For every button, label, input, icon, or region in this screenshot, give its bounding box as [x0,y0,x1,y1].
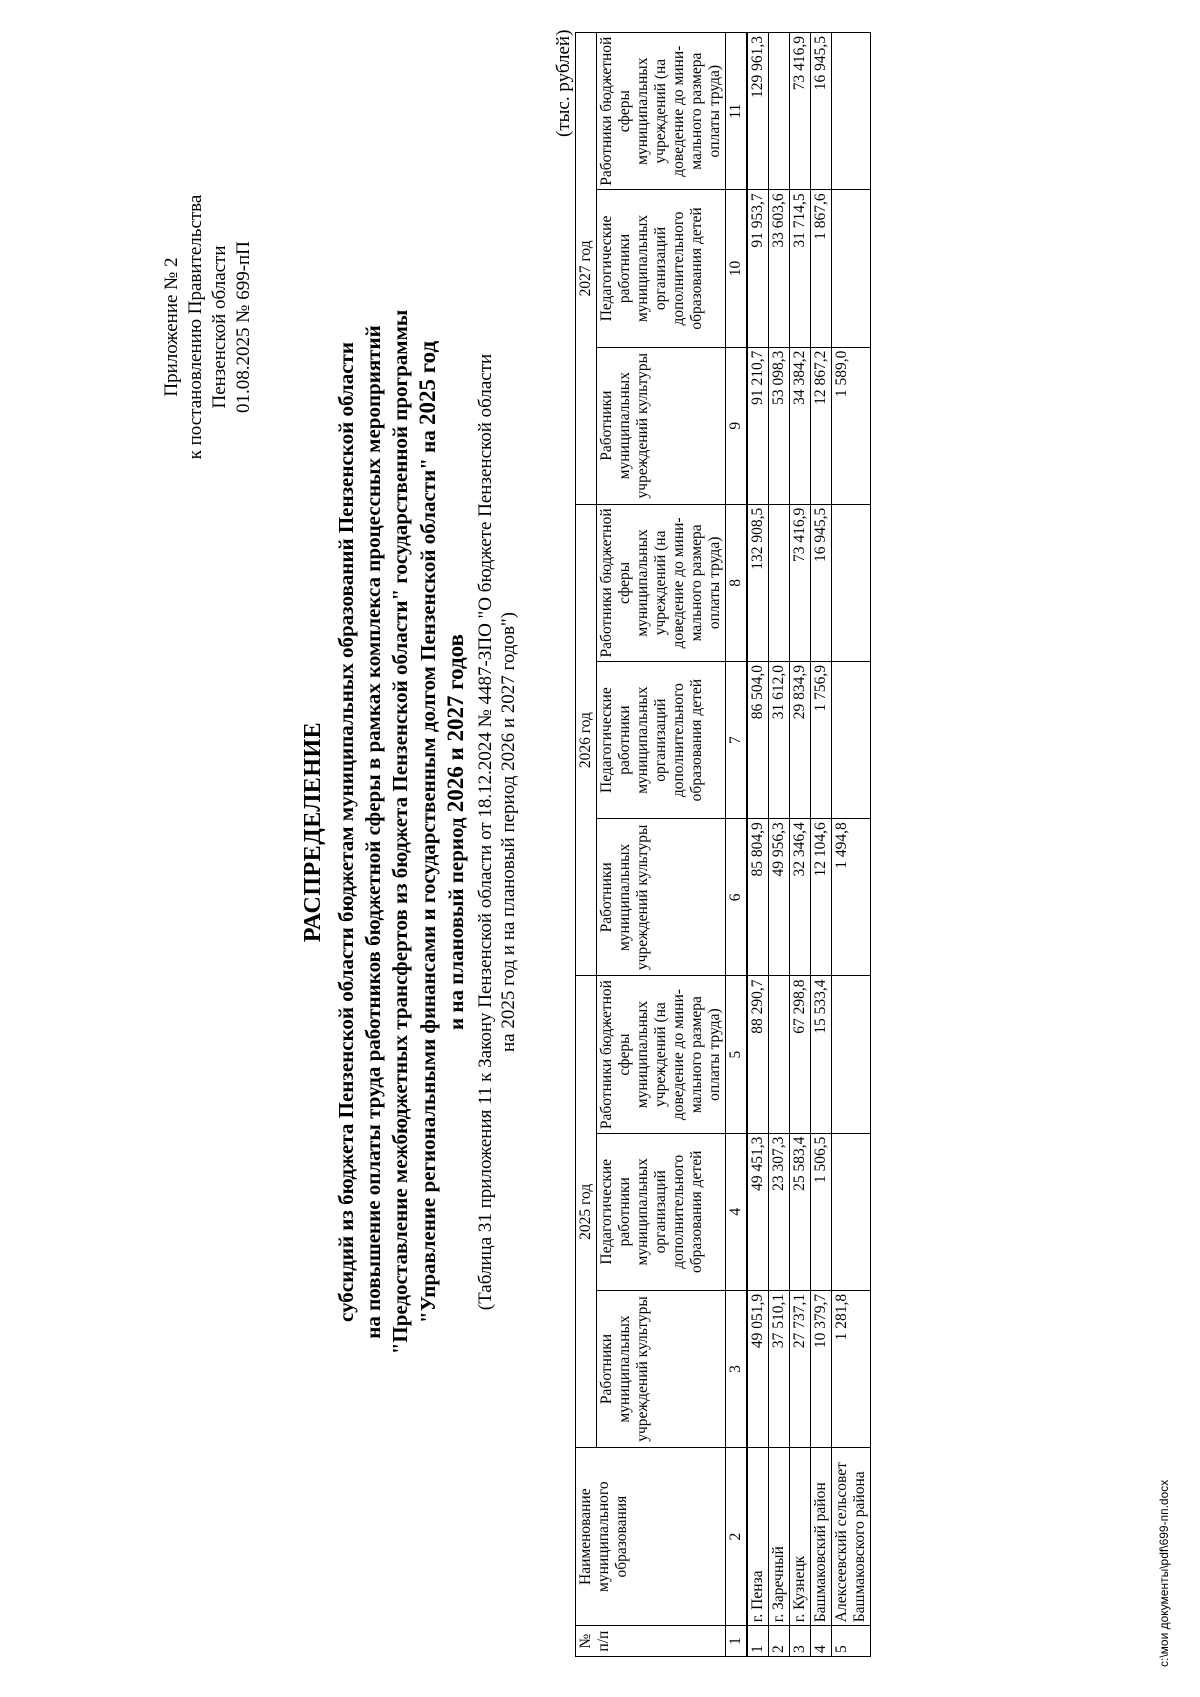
amount-cell: 27 737,1 [790,1290,811,1447]
amount-cell: 85 804,9 [747,819,769,976]
amount-cell: 49 956,3 [769,819,790,976]
subtitle-line-2: на повышение оплаты труда работников бюджетной сферы в рамках комплекса процессных мероприятий [361,325,385,1339]
row-number: 5 [832,1626,871,1657]
header-year-2026: 2026 год [576,504,597,976]
amount-cell: 132 908,5 [747,504,769,661]
header-municipality: Наименование муниципального образования [576,1448,726,1626]
amount-cell: 23 307,3 [769,1133,790,1290]
column-number: 7 [726,662,748,819]
law-reference-line-1: (Таблица 31 приложения 11 к Закону Пензенской области от 18.12.2024 № 4487-ЗПО "О бюджете Пензенской области [475,353,496,1311]
law-reference-line-2: на 2025 год и на плановый период 2026 и 2027 годов") [498,612,519,1053]
amount-cell: 31 612,0 [769,662,790,819]
amount-cell: 12 867,2 [811,347,832,504]
header-year-2027: 2027 год [576,33,597,505]
amount-cell: 1 756,9 [811,662,832,819]
subtitle-line-4a: "Управление региональными финансами и государственным долгом Пензенской области" на [416,430,440,1324]
header-budget-2026: Работники бюджетной сферы муниципальных учреждений (на доведение до мини- мального размера оплаты труда) [597,504,726,661]
amount-cell [832,662,871,819]
municipality-name: Алексеевский сельсовет Башмаковского района [832,1448,871,1626]
amount-cell: 91 953,7 [747,190,769,347]
table-row [747,33,769,1657]
subtitle-line-5a: и на плановый период [444,817,468,1030]
row-number: 1 [747,1626,769,1657]
appendix-line-2: к постановлению Правительства [185,194,206,460]
units-label: (тыс. рублей) [553,29,574,137]
table-row [790,33,811,1657]
amount-cell [769,504,790,661]
amount-cell: 88 290,7 [747,976,769,1133]
subtitle-line-1: субсидий из бюджета Пензенской области бюджетам муниципальных образований Пензенской области [334,342,358,1322]
column-number: 2 [726,1448,748,1626]
amount-cell: 10 379,7 [811,1290,832,1447]
title-block [300,167,520,1497]
amount-cell: 67 298,8 [790,976,811,1133]
amount-cell: 16 945,5 [811,33,832,190]
municipality-name: г. Пенза [747,1448,769,1626]
header-budget-2027: Работники бюджетной сферы муниципальных учреждений (на доведение до мини- мального размера оплаты труда) [597,33,726,190]
column-number: 5 [726,976,748,1133]
header-teachers-2026: Педагогические работники муниципальных организаций дополнительного образования детей [597,662,726,819]
amount-cell: 29 834,9 [790,662,811,819]
distribution-table [575,32,871,1657]
amount-cell: 1 867,6 [811,190,832,347]
amount-cell: 49 451,3 [747,1133,769,1290]
subtitle-line-5 [442,167,470,1497]
subtitle-line-3: "Предоставление межбюджетных трансфертов из бюджета Пензенской области" государственной программы [388,309,412,1355]
amount-cell [832,976,871,1133]
header-culture-2026: Работники муниципальных учреждений культуры [597,819,726,976]
amount-cell [832,504,871,661]
header-year-2025: 2025 год [576,976,597,1448]
amount-cell: 1 494,8 [832,819,871,976]
appendix-line-1: Приложение № 2 [161,257,182,397]
column-number: 8 [726,504,748,661]
amount-cell [769,33,790,190]
table-row [832,33,871,1657]
amount-cell: 1 281,8 [832,1290,871,1447]
amount-cell [832,33,871,190]
amount-cell [832,190,871,347]
amount-cell: 1 506,5 [811,1133,832,1290]
header-teachers-2027: Педагогические работники муниципальных организаций дополнительного образования детей [597,190,726,347]
amount-cell: 73 416,9 [790,33,811,190]
amount-cell: 53 098,3 [769,347,790,504]
document-title: РАСПРЕДЕЛЕНИЕ [300,721,326,943]
column-number-row [726,33,748,1657]
header-culture-2025: Работники муниципальных учреждений культуры [597,1290,726,1447]
amount-cell: 49 051,9 [747,1290,769,1447]
header-budget-2025: Работники бюджетной сферы муниципальных учреждений (на доведение до мини- мального размера оплаты труда) [597,976,726,1133]
column-number: 1 [726,1626,748,1657]
column-number: 11 [726,33,748,190]
column-number: 9 [726,347,748,504]
row-number: 2 [769,1626,790,1657]
amount-cell [769,976,790,1133]
column-number: 6 [726,819,748,976]
amount-cell: 15 533,4 [811,976,832,1133]
column-number: 10 [726,190,748,347]
appendix-line-4: 01.08.2025 № 699-пП [233,241,254,413]
amount-cell: 34 384,2 [790,347,811,504]
amount-cell: 12 104,6 [811,819,832,976]
amount-cell: 129 961,3 [747,33,769,190]
amount-cell: 73 416,9 [790,504,811,661]
header-culture-2027: Работники муниципальных учреждений культуры [597,347,726,504]
subtitle-year: 2025 год [415,340,440,426]
column-number: 3 [726,1290,748,1447]
amount-cell [832,1133,871,1290]
subtitle-line-4 [414,167,442,1497]
amount-cell: 37 510,1 [769,1290,790,1447]
appendix-line-3: Пензенской области [209,245,230,409]
table-row [811,33,832,1657]
amount-cell: 91 210,7 [747,347,769,504]
municipality-name: Башмаковский район [811,1448,832,1626]
amount-cell: 33 603,6 [769,190,790,347]
column-number: 4 [726,1133,748,1290]
amount-cell: 32 346,4 [790,819,811,976]
municipality-name: г. Кузнецк [790,1448,811,1626]
law-reference [474,167,520,1497]
amount-cell: 1 589,0 [832,347,871,504]
row-number: 4 [811,1626,832,1657]
amount-cell: 86 504,0 [747,662,769,819]
header-number: № п/п [576,1626,726,1657]
amount-cell: 25 583,4 [790,1133,811,1290]
appendix-block [160,177,256,477]
row-number: 3 [790,1626,811,1657]
municipality-name: г. Заречный [769,1448,790,1626]
file-path-footer: c:\мои документы\pdf\699-пп.docx [1157,1479,1171,1667]
amount-cell: 16 945,5 [811,504,832,661]
amount-cell: 31 714,5 [790,190,811,347]
subtitle-years: 2026 и 2027 годов [443,634,468,813]
table-row [769,33,790,1657]
document-subtitle [333,167,470,1497]
header-teachers-2025: Педагогические работники муниципальных организаций дополнительного образования детей [597,1133,726,1290]
